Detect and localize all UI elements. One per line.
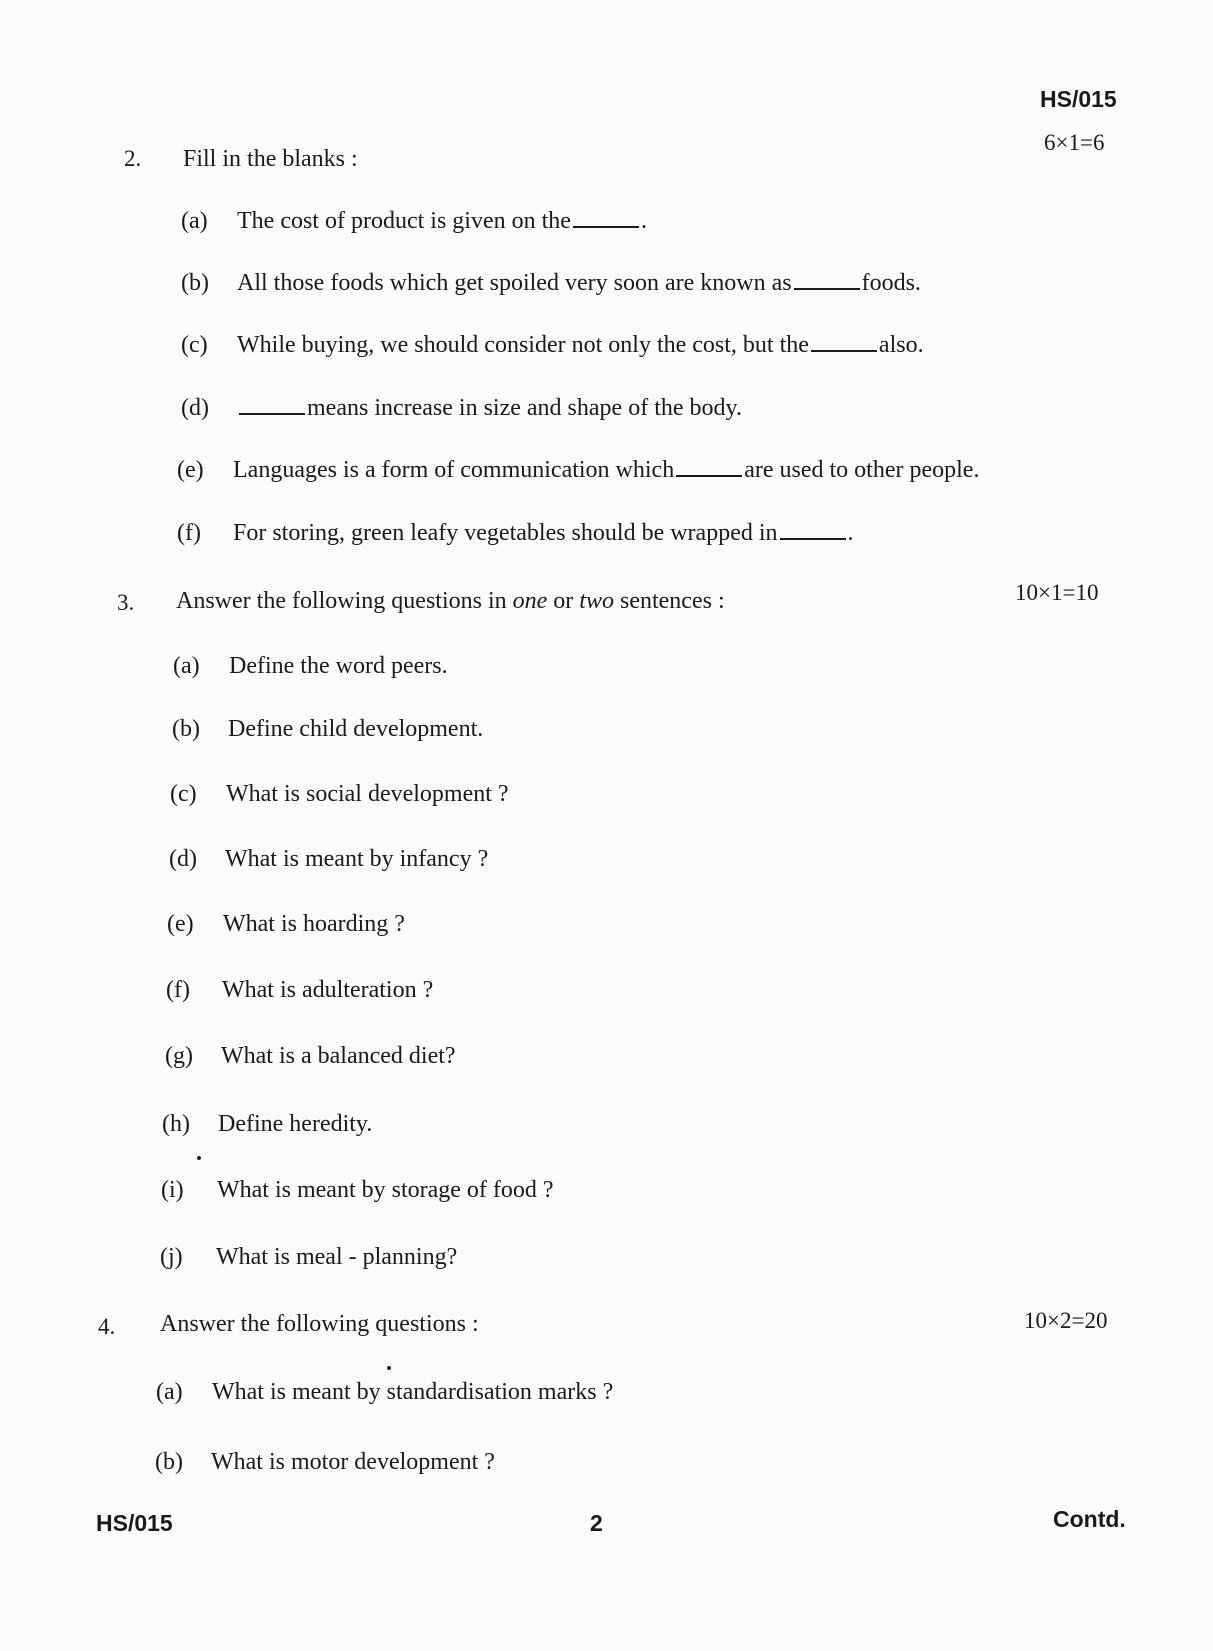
- q3-item-g: [165, 1043, 456, 1070]
- item-text-after: are used to other people.: [744, 457, 980, 483]
- q3-item-h: [162, 1111, 372, 1138]
- question-2-number: 2.: [124, 146, 142, 171]
- q3-item-d: [169, 846, 488, 873]
- question-3-title: Answer the following questions in one or two sentences :: [176, 588, 725, 614]
- question-3-marks: 10×1=10: [1015, 580, 1099, 605]
- item-label: (e): [177, 457, 204, 483]
- item-text: What is hoarding ?: [223, 911, 405, 937]
- q2-item-f: [177, 520, 854, 547]
- item-text: For storing, green leafy vegetables should be wrapped in: [233, 520, 778, 546]
- item-text-after: means increase in size and shape of the body.: [307, 395, 742, 421]
- question-4-title: Answer the following questions :: [160, 1311, 479, 1337]
- item-text: What is a balanced diet?: [221, 1043, 456, 1069]
- footer-paper-code: HS/015: [96, 1510, 173, 1536]
- item-label: (b): [155, 1449, 183, 1475]
- item-label: (g): [165, 1043, 193, 1069]
- q3-item-a: [173, 653, 448, 680]
- item-text: What is adulteration ?: [222, 977, 434, 1003]
- item-text-after: foods.: [861, 270, 921, 296]
- item-label: (b): [172, 716, 200, 742]
- question-3-number: 3.: [117, 590, 135, 615]
- item-text-after: .: [640, 208, 647, 234]
- item-label: (a): [173, 653, 200, 679]
- answer-blank: [573, 225, 639, 228]
- footer-continued: Contd.: [1053, 1506, 1126, 1532]
- item-text: Define child development.: [228, 716, 484, 742]
- answer-blank: [780, 537, 846, 540]
- q2-item-b: [181, 270, 921, 297]
- question-4-number: 4.: [98, 1314, 116, 1339]
- item-label: (a): [181, 208, 208, 234]
- item-text: While buying, we should consider not only the cost, but the: [237, 332, 809, 358]
- item-label: (e): [167, 911, 194, 937]
- item-label: (f): [166, 977, 190, 1003]
- q3-item-b: [172, 716, 483, 743]
- item-label: (f): [177, 520, 201, 546]
- item-text: What is social development ?: [226, 781, 509, 807]
- q3-item-f: [166, 977, 433, 1004]
- question-4-marks: 10×2=20: [1024, 1308, 1108, 1333]
- item-label: (j): [160, 1244, 183, 1270]
- ink-speck: [197, 1156, 201, 1160]
- item-label: (b): [181, 270, 209, 296]
- answer-blank: [811, 349, 877, 352]
- item-label: (c): [170, 781, 197, 807]
- item-label: (c): [181, 332, 208, 358]
- item-text: Define heredity.: [218, 1111, 373, 1137]
- q2-item-e: [177, 457, 979, 484]
- item-text: What is meant by infancy ?: [225, 846, 489, 872]
- q2-item-c: [181, 332, 924, 359]
- q4-item-b: [155, 1449, 495, 1476]
- item-text-after: also.: [878, 332, 924, 358]
- ink-speck: [387, 1366, 391, 1370]
- question-2-title: Fill in the blanks :: [183, 146, 358, 172]
- item-label: (d): [169, 846, 197, 872]
- item-label: (d): [181, 395, 209, 421]
- item-label: (a): [156, 1379, 183, 1405]
- q3-item-i: [161, 1177, 554, 1204]
- item-text: All those foods which get spoiled very soon are known as: [237, 270, 792, 296]
- answer-blank: [676, 474, 742, 477]
- item-text: What is motor development ?: [211, 1449, 495, 1475]
- q3-item-j: [160, 1244, 457, 1271]
- item-text: What is meal - planning?: [216, 1244, 458, 1270]
- q3-item-e: [167, 911, 405, 938]
- header-paper-code: HS/015: [1040, 86, 1117, 112]
- item-text: Languages is a form of communication which: [233, 457, 675, 483]
- q3-item-c: [170, 781, 509, 808]
- item-text: What is meant by storage of food ?: [217, 1177, 554, 1203]
- q2-item-a: [181, 208, 647, 235]
- answer-blank: [794, 287, 860, 290]
- item-text: Define the word peers.: [229, 653, 448, 679]
- answer-blank: [239, 412, 305, 415]
- item-text-after: .: [847, 520, 854, 546]
- question-2-marks: 6×1=6: [1044, 130, 1105, 155]
- q2-item-d: [181, 395, 742, 422]
- footer-page-number: 2: [590, 1510, 603, 1536]
- item-text: The cost of product is given on the: [237, 208, 571, 234]
- item-label: (i): [161, 1177, 184, 1203]
- item-text: What is meant by standardisation marks ?: [212, 1379, 614, 1405]
- item-label: (h): [162, 1111, 190, 1137]
- q4-item-a: [156, 1379, 613, 1406]
